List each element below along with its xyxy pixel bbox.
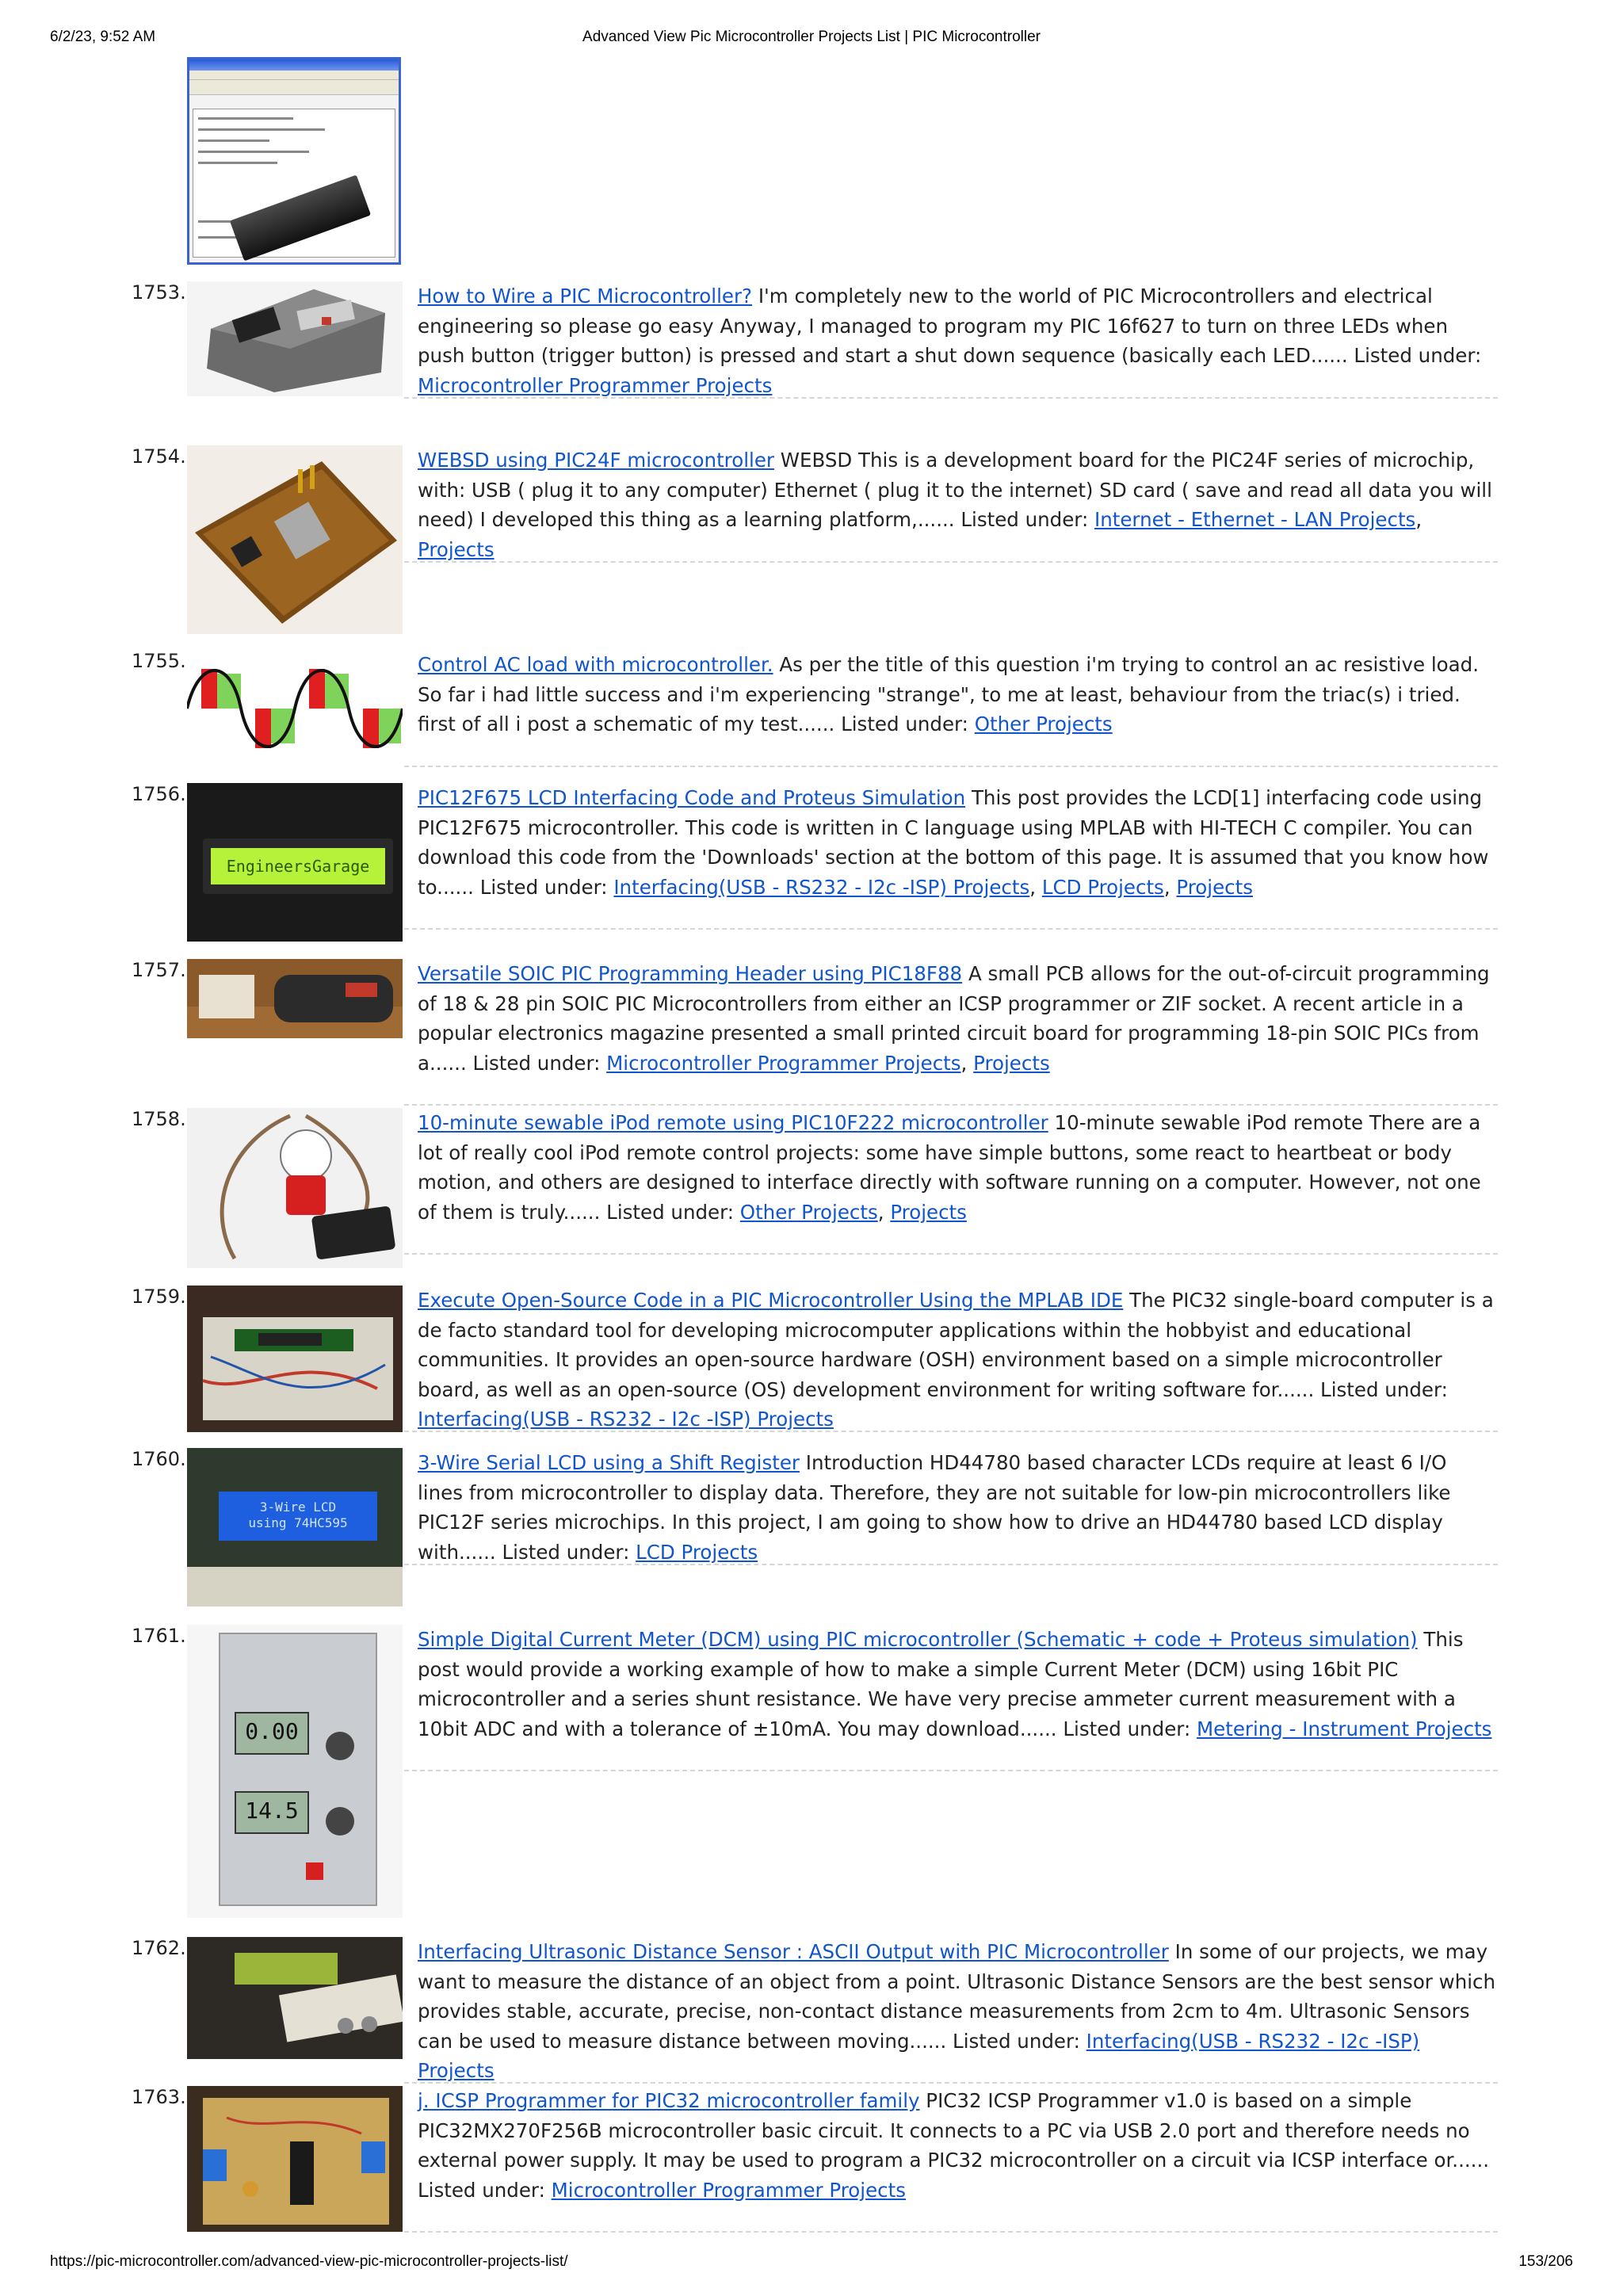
divider: [404, 2231, 1498, 2233]
project-title-link[interactable]: Interfacing Ultrasonic Distance Sensor : ASCII Output with PIC Microcontroller: [418, 1940, 1169, 1963]
project-thumbnail[interactable]: [187, 445, 403, 634]
item-number: 1761.: [132, 1625, 186, 1647]
item-description: [418, 1625, 1497, 1744]
item-number: 1753.: [132, 281, 186, 304]
category-link[interactable]: Projects: [973, 1051, 1050, 1075]
power-supply-thumbnail[interactable]: [187, 1625, 403, 1918]
item-summary: I'm completely new to the world of PIC Microcontrollers and electrical engineering so please go easy Anyway, I managed to program my PIC 16f627 to turn on three LEDs when push button (trigger button) is pressed and start a shut down sequence (basically each LED......: [418, 285, 1449, 367]
item-description: Versatile SOIC PIC Programming Header using PIC18F88 A small PCB allows for the out-of-circuit programming of 18 & 28 pin SOIC PIC Microcontrollers from either an ICSP programmer or ZIF socket. A recent article in a popular electronics magazine presented a small printed circuit board for programming 18-pin SOIC PICs from a...... Listed under: Microcontroller Programmer Projects, Projects: [418, 962, 1490, 1075]
listed-under-label: Listed under:: [1354, 344, 1482, 367]
lcd-line-2: using 74HC595: [248, 1515, 348, 1530]
project-thumbnail[interactable]: [187, 1937, 403, 2059]
item-number: 1762.: [132, 1937, 186, 1959]
lcd-photo-thumbnail[interactable]: [187, 1448, 403, 1606]
item-description: PIC12F675 LCD Interfacing Code and Proteus Simulation This post provides the LCD[1] interfacing code using PIC12F675 microcontroller. This code is written in C language using MPLAB with HI-TECH C compiler. You can download this code from the 'Downloads' section at the bottom of this page. It is assumed that you know how to...... Listed under: Interfacing(USB - RS232 - I2c -ISP) Projects, LCD Projects, Projects: [418, 786, 1489, 899]
header-datetime: 6/2/23, 9:52 AM: [50, 29, 156, 45]
listed-under-label: Listed under:: [1320, 1377, 1448, 1401]
item-summary: PIC32 ICSP Programmer v1.0 is based on a simple PIC32MX270F256B microcontroller basic circuit. It connects to a PC via USB 2.0 port and therefore needs no external power supply. It may be used to program a PIC32 microcontroller on a circuit via ICSP interface or......: [418, 2089, 1490, 2172]
divider: [404, 1104, 1498, 1106]
item-number: 1760.: [132, 1448, 186, 1470]
item-number: 1754.: [132, 445, 186, 468]
item-summary: This post provides the LCD[1] interfacing code using PIC12F675 microcontroller. This code is written in C language using MPLAB with HI-TECH C compiler. You can download this code from the 'Downloads' section at the bottom of this page. It is assumed that you know how to......: [418, 786, 1489, 899]
ac-waveform-thumbnail[interactable]: [187, 650, 403, 767]
divider: [404, 2082, 1498, 2084]
divider: [404, 561, 1498, 563]
project-thumbnail[interactable]: [187, 281, 403, 396]
item-summary: This post would provide a working example of how to make a simple Current Meter (DCM) using 16bit PIC microcontroller and a series shunt resistance. We have very precise ammeter current measurement with a 10bit ADC and with a tolerance of ±10mA. You may download......: [418, 1628, 1464, 1740]
category-link[interactable]: LCD Projects: [636, 1540, 758, 1564]
project-title-link[interactable]: 3-Wire Serial LCD using a Shift Register: [418, 1451, 800, 1474]
divider: [404, 1770, 1498, 1771]
lcd-photo-thumbnail[interactable]: [187, 783, 403, 942]
category-link[interactable]: Projects: [1176, 875, 1253, 899]
meter-display-bottom: 14.5: [235, 1791, 309, 1834]
category-link[interactable]: Metering - Instrument Projects: [1197, 1717, 1492, 1740]
item-description: [418, 1286, 1497, 1435]
category-link[interactable]: LCD Projects: [1041, 875, 1164, 899]
category-link[interactable]: Microcontroller Programmer Projects: [606, 1051, 961, 1075]
project-thumbnail[interactable]: [187, 959, 403, 1038]
project-thumbnail[interactable]: [187, 2086, 403, 2232]
footer-url: https://pic-microcontroller.com/advanced-view-pic-microcontroller-projects-list/: [50, 2253, 568, 2270]
item-number: 1758.: [132, 1108, 186, 1130]
header-title: Advanced View Pic Microcontroller Projects List | PIC Microcontroller: [582, 29, 1041, 45]
category-link[interactable]: Microcontroller Programmer Projects: [418, 373, 773, 397]
item-description: [418, 1937, 1497, 2086]
divider: [404, 766, 1498, 767]
project-title-link[interactable]: WEBSD using PIC24F microcontroller: [418, 449, 774, 472]
category-link[interactable]: Interfacing(USB - RS232 - I2c -ISP) Projects: [418, 2029, 1420, 2082]
item-summary: 10-minute sewable iPod remote There are a lot of really cool iPod remote control projects: some have simple buttons, some react to heartbeat or body motion, and others are designed to interface directly with software running on a computer. However, not one of them is truly......: [418, 1111, 1481, 1224]
category-link[interactable]: Internet - Ethernet - LAN Projects: [1094, 508, 1416, 531]
item-number: 1759.: [132, 1286, 186, 1308]
item-description: [418, 650, 1497, 739]
project-title-link[interactable]: Control AC load with microcontroller.: [418, 653, 773, 676]
lcd-screen: [219, 1492, 377, 1541]
category-link[interactable]: Interfacing(USB - RS232 - I2c -ISP) Projects: [418, 1408, 834, 1431]
item-number: 1755.: [132, 650, 186, 672]
lcd-line-1: 3-Wire LCD: [259, 1499, 337, 1515]
item-number: 1757.: [132, 959, 186, 981]
project-thumbnail[interactable]: [187, 1108, 403, 1268]
project-title-link[interactable]: Versatile SOIC PIC Programming Header using PIC18F88: [418, 962, 963, 985]
item-description: [418, 1448, 1497, 1567]
divider: [404, 1253, 1498, 1255]
item-number: 1763.: [132, 2086, 186, 2108]
item-number: 1756.: [132, 783, 186, 805]
category-link[interactable]: Projects: [890, 1200, 967, 1224]
project-title-link[interactable]: 10-minute sewable iPod remote using PIC10F222 microcontroller: [418, 1111, 1048, 1134]
category-link[interactable]: Microcontroller Programmer Projects: [551, 2178, 906, 2202]
category-link[interactable]: Other Projects: [739, 1200, 878, 1224]
divider: [404, 1564, 1498, 1565]
divider: [404, 1431, 1498, 1432]
listed-under-label: Listed under:: [953, 2029, 1080, 2053]
item-description: [418, 281, 1497, 400]
project-title-link[interactable]: j. ICSP Programmer for PIC32 microcontroller family: [418, 2089, 920, 2112]
footer-page-number: 153/206: [1518, 2253, 1573, 2270]
category-link[interactable]: Projects: [418, 537, 495, 561]
item-description: [418, 2086, 1497, 2205]
item-description: 10-minute sewable iPod remote using PIC10F222 microcontroller 10-minute sewable iPod remote There are a lot of really cool iPod remote control projects: some have simple buttons, some react to heartbeat or body motion, and others are designed to interface directly with software running on a computer. However, not one of them is truly...... Listed under: Other Projects, Projects: [418, 1111, 1481, 1224]
item-summary: Introduction HD44780 based character LCDs require at least 6 I/O lines from microcontroller to display data. Therefore, they are not suitable for low-pin microcontrollers like PIC12F series microchips. In this project, I am going to show how to drive an HD44780 based LCD display with......: [418, 1451, 1451, 1564]
item-summary: In some of our projects, we may want to measure the distance of an object from a point. Ultrasonic Distance Sensors are the best sensor which provides stable, accurate, precise, non-contact distance measurements from 2cm to 4m. Ultrasonic Sensors can be used to measure distance between moving......: [418, 1940, 1496, 2053]
item-summary: The PIC32 single-board computer is a de facto standard tool for developing microcomputer applications within the hobbyist and educational communities. It provides an open-source hardware (OSH) environment based on a simple microcontroller board, as well as an open-source (OS) development environment for writing software for......: [418, 1289, 1494, 1401]
project-thumbnail[interactable]: [187, 1286, 403, 1432]
software-screenshot-thumbnail[interactable]: [187, 57, 401, 265]
project-title-link[interactable]: Execute Open-Source Code in a PIC Microcontroller Using the MPLAB IDE: [418, 1289, 1124, 1312]
listed-under-label: Listed under:: [960, 508, 1089, 531]
project-title-link[interactable]: How to Wire a PIC Microcontroller?: [418, 285, 753, 308]
listed-under-label: Listed under:: [606, 1200, 734, 1224]
project-title-link[interactable]: PIC12F675 LCD Interfacing Code and Proteus Simulation: [418, 786, 966, 809]
listed-under-label: Listed under:: [418, 2178, 545, 2202]
listed-under-label: Listed under:: [1063, 1717, 1191, 1740]
item-summary: A small PCB allows for the out-of-circuit programming of 18 & 28 pin SOIC PIC Microcontrollers from either an ICSP programmer or ZIF socket. A recent article in a popular electronics magazine presented a small printed circuit board for programming 18-pin SOIC PICs from a......: [418, 962, 1490, 1075]
lcd-screen-text: EngineersGarage: [211, 848, 385, 884]
divider: [404, 397, 1498, 399]
listed-under-label: Listed under:: [841, 712, 968, 735]
project-title-link[interactable]: Simple Digital Current Meter (DCM) using PIC microcontroller (Schematic + code + Proteus simulation): [418, 1628, 1418, 1651]
category-link[interactable]: Interfacing(USB - RS232 - I2c -ISP) Projects: [613, 875, 1030, 899]
item-summary: WEBSD This is a development board for the PIC24F series of microchip, with: USB ( plug it to any computer) Ethernet ( plug it to the internet) SD card ( save and read all data you will need) I developed this thing as a learning platform,......: [418, 449, 1492, 531]
divider: [404, 928, 1498, 930]
category-link[interactable]: Other Projects: [974, 712, 1113, 735]
item-summary: As per the title of this question i'm trying to control an ac resistive load. So far i had little success and i'm experiencing "strange", to me at least, behaviour from the triac(s) i tried. first of all i post a schematic of my test......: [418, 653, 1479, 735]
listed-under-label: Listed under:: [502, 1540, 630, 1564]
meter-display-top: 0.00: [235, 1712, 309, 1755]
listed-under-label: Listed under:: [472, 1051, 601, 1075]
listed-under-label: Listed under:: [479, 875, 608, 899]
item-description: WEBSD using PIC24F microcontroller WEBSD This is a development board for the PIC24F series of microchip, with: USB ( plug it to any computer) Ethernet ( plug it to the internet) SD card ( save and read all data you will need) I developed this thing as a learning platform,...... Listed under: Internet - Ethernet - LAN Projects, Projects: [418, 449, 1492, 561]
